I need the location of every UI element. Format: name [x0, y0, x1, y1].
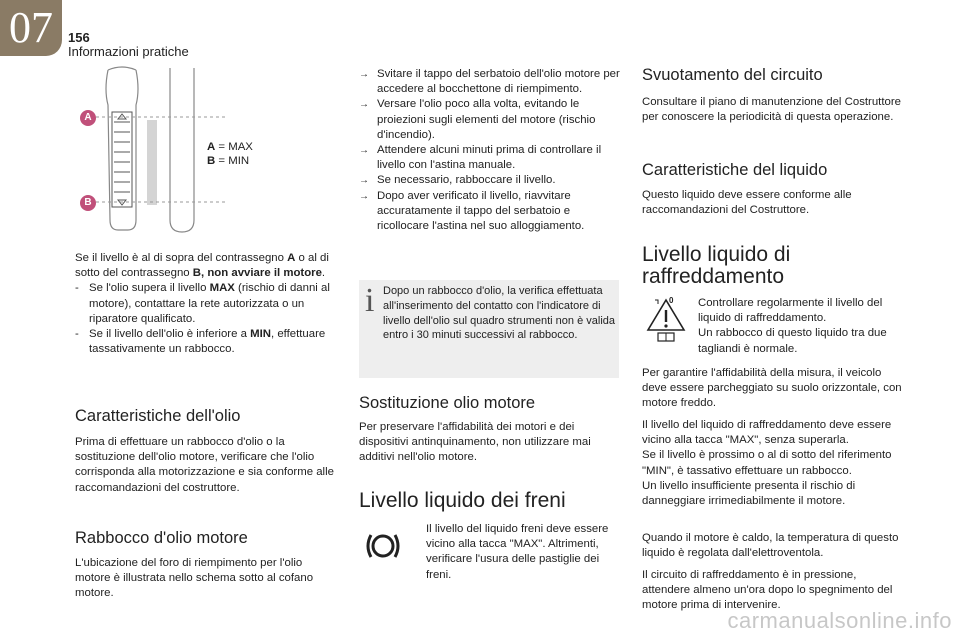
oil-refill-title: Rabbocco d'olio motore	[75, 529, 248, 547]
info-box	[359, 280, 619, 378]
level-list	[75, 281, 337, 357]
fluid-characteristics-title: Caratteristiche del liquido	[642, 161, 828, 179]
oil-characteristics-text: Prima di effettuare un rabbocco d'olio o la sostituzione dell'olio motore, verificare che l'olio corrisponda alla motorizzazione e sia conforme alle raccomandazioni del costruttore.	[75, 436, 334, 494]
item-post: (rischio di danni al motore), contattare la rete autorizzata o un riparatore qualificato.	[89, 282, 330, 325]
oil-refill-text: L'ubicazione del foro di riempimento per l'olio motore è illustrata nello schema sotto al cofano motore.	[75, 557, 314, 600]
legend-b-letter: B	[207, 155, 216, 167]
legend-a-text: = MAX	[215, 141, 253, 153]
coolant-paragraph-group	[642, 418, 904, 509]
marker-a: A	[80, 110, 96, 126]
marker-b: B	[80, 195, 96, 211]
brake-warning-icon	[364, 530, 402, 562]
item-post: , effettuare tassativamente un rabbocco.	[89, 328, 326, 356]
level-intro-1: Se il livello è al di sopra del contrassegno	[75, 252, 288, 264]
coolant-paragraph-3: Se il livello è prossimo o al di sotto del riferimento "MIN", è tassativo effettuare un rabbocco.	[642, 449, 892, 477]
oil-characteristics-title: Caratteristiche dell'olio	[75, 407, 241, 425]
coolant-intro	[698, 296, 898, 357]
coolant-paragraph-2: Il livello del liquido di raffreddamento deve essere vicino alla tacca "MAX", senza superarla.	[642, 419, 892, 447]
step-item: → Attendere alcuni minuti prima di controllare il livello con l'astina manuale.	[359, 143, 621, 173]
level-warning	[75, 251, 337, 357]
level-intro-4: .	[321, 267, 326, 280]
info-icon: i	[365, 282, 375, 319]
refill-steps	[359, 67, 621, 234]
coolant-paragraph-1: Per garantire l'affidabilità della misura, il veicolo deve essere parcheggiato su suolo orizzontale, con motore freddo.	[642, 367, 902, 410]
info-text: Dopo un rabbocco d'olio, la verifica effettuata all'inserimento del contatto con l'indicatore di livello dell'olio sul quadro strumenti non è valida entro i 30 minuti successivi al rabbocco.	[383, 285, 616, 342]
step-item: → Se necessario, rabboccare il livello.	[359, 173, 621, 188]
level-intro	[75, 251, 337, 281]
brake-fluid-text: Il livello del liquido freni deve essere vicino alla tacca "MAX". Altrimenti, verificare l'usura delle pastiglie dei freni.	[426, 523, 609, 581]
dipstick-illustration	[70, 60, 230, 240]
chapter-tab: 07	[0, 0, 62, 56]
level-intro-2: o al di sotto del contrassegno	[75, 252, 329, 280]
legend-b-text: = MIN	[215, 155, 250, 167]
item-bold: MAX	[209, 282, 235, 295]
coolant-title-line2: raffreddamento	[642, 265, 785, 288]
coolant-intro-1: Controllare regolarmente il livello del liquido di raffreddamento.	[698, 297, 883, 325]
level-intro-b: B	[192, 267, 202, 280]
item-bold: MIN	[250, 328, 271, 341]
dipstick-legend	[207, 140, 253, 168]
legend-a-letter: A	[207, 141, 216, 153]
oil-change-title: Sostituzione olio motore	[359, 394, 536, 412]
step-item: → Versare l'olio poco alla volta, evitando le proiezioni sugli elementi del motore (rischio d'incendio).	[359, 97, 621, 143]
coolant-paragraph-5: Quando il motore è caldo, la temperatura di questo liquido è regolata dall'elettroventola.	[642, 532, 899, 560]
level-intro-3: , non avviare il motore	[201, 267, 322, 280]
drain-title: Svuotamento del circuito	[642, 66, 823, 84]
coolant-title	[642, 244, 790, 288]
fluid-characteristics-text: Questo liquido deve essere conforme alle raccomandazioni del Costruttore.	[642, 189, 852, 217]
coolant-paragraph-6: Il circuito di raffreddamento è in pressione, attendere almeno un'ora dopo lo spegnimento del motore prima di intervenire.	[642, 569, 893, 612]
item-pre: Se l'olio supera il livello	[89, 282, 210, 295]
brake-fluid-title: Livello liquido dei freni	[359, 489, 566, 512]
item-pre: Se il livello dell'olio è inferiore a	[89, 328, 251, 341]
coolant-intro-2: Un rabbocco di questo liquido tra due tagliandi è normale.	[698, 327, 887, 355]
level-list-item	[75, 281, 337, 327]
coolant-warning-icon	[644, 296, 688, 342]
coolant-paragraph-4: Un livello insufficiente presenta il rischio di danneggiare irrimediabilmente il motore.	[642, 479, 856, 508]
oil-change-text: Per preservare l'affidabilità dei motori e dei dispositivi antinquinamento, non utilizzare mai additivi nell'olio motore.	[359, 421, 591, 464]
watermark: carmanualsonline.info	[727, 608, 952, 633]
step-item: → Dopo aver verificato il livello, riavvitare accuratamente il tappo del serbatoio e ricollocare l'astina nel suo alloggiamento.	[359, 189, 621, 235]
page-number: 156	[68, 30, 90, 45]
step-item: → Svitare il tappo del serbatoio dell'olio motore per accedere al bocchettone di riempimento.	[359, 67, 621, 97]
section-title: Informazioni pratiche	[68, 44, 189, 59]
coolant-title-line1: Livello liquido di	[642, 243, 791, 266]
level-intro-a: A	[287, 252, 296, 264]
coolant-icon-label: 0	[669, 296, 674, 305]
level-list-item	[75, 327, 337, 357]
drain-text: Consultare il piano di manutenzione del Costruttore per conoscere la periodicità di questa operazione.	[642, 96, 901, 124]
